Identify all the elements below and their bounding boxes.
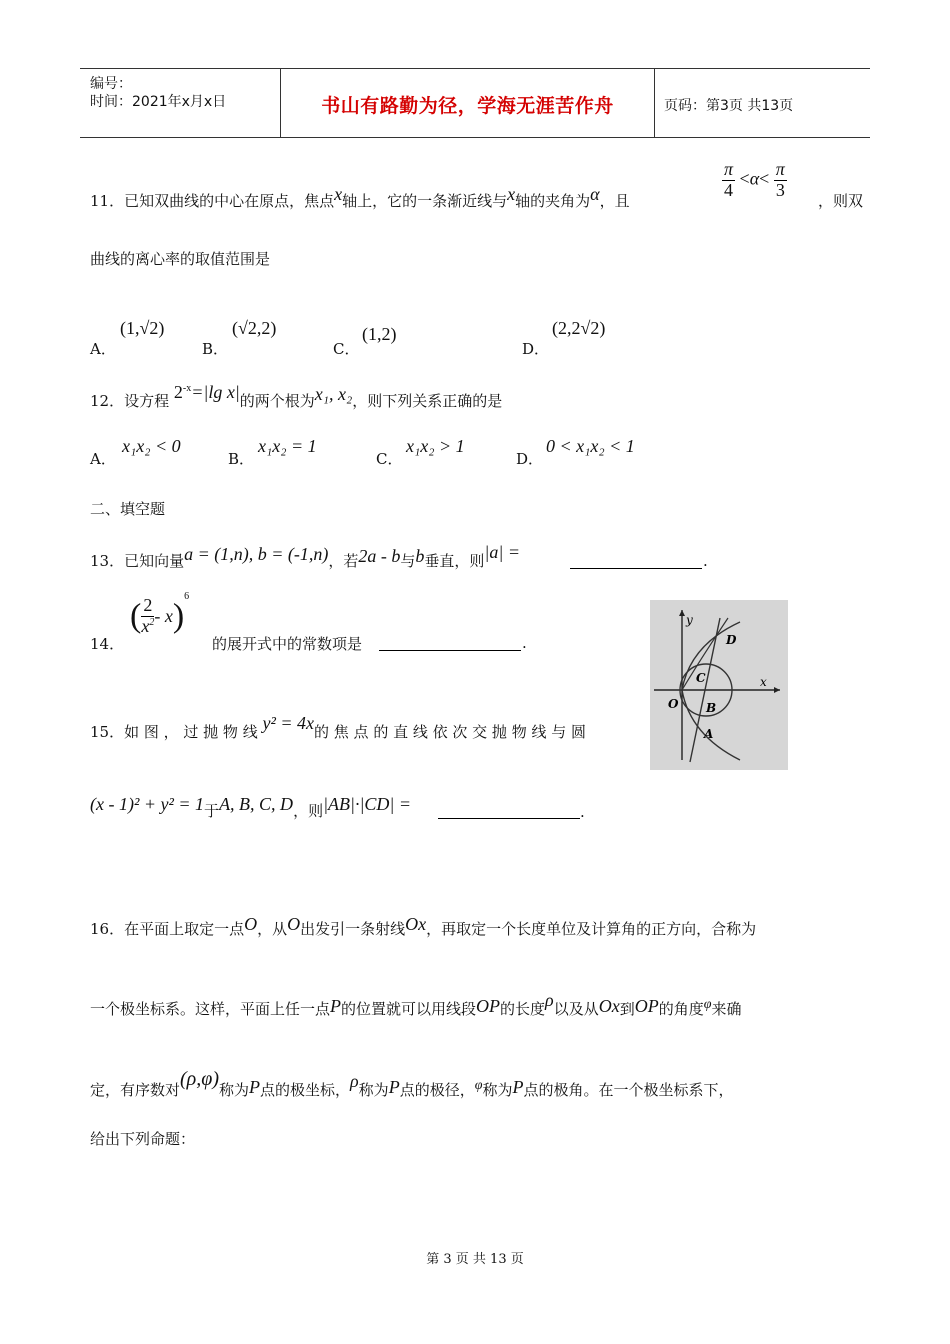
q14-number: 14． (90, 635, 125, 653)
q11-var-x2: x (507, 184, 516, 204)
label-c: C (696, 671, 706, 685)
label-x: x (760, 675, 767, 689)
q15-text1: 如 图 ， 过 抛 物 线 (124, 723, 258, 741)
q16-OP: OP (476, 996, 501, 1016)
header-left-cell (80, 69, 280, 137)
q13-vectors: a = (1,n), b = (-1,n) (184, 544, 329, 564)
q16-P4: P (512, 1077, 524, 1097)
q14-expression: ( $\frac{2}{x^2}$ - x)$^6$ (130, 591, 190, 636)
q13-line (90, 542, 520, 571)
q16-pair: (ρ,φ) (180, 1068, 219, 1090)
q13-text2: ，若 (328, 552, 359, 570)
motto: 书山有路勤为径，学海无涯苦作舟 (321, 95, 614, 117)
label-y: y (686, 613, 693, 627)
page-header (80, 68, 870, 138)
q12-text2: 的两个根为 (239, 392, 315, 410)
q16-phi2: φ (474, 1078, 483, 1093)
label-d: D (726, 633, 737, 647)
q11-line1 (90, 184, 630, 211)
q16-P3: P (388, 1077, 400, 1097)
page-footer: 第 3 页 共 13 页 (426, 1252, 524, 1267)
q16-P2: P (249, 1077, 261, 1097)
q13-answer-blank[interactable] (570, 568, 702, 569)
q11-number: 11． (90, 192, 125, 210)
q15-text2: 的 焦 点 的 直 线 依 次 交 抛 物 线 与 圆 (314, 723, 587, 741)
q13-abs: |a| = (484, 542, 520, 562)
q13-number: 13． (90, 552, 125, 570)
q15-answer-blank[interactable] (438, 818, 580, 819)
q16-O2: O (287, 914, 301, 934)
q12-optA-label: A． (90, 450, 116, 468)
q12-optC: x₁x₂ > 1 (406, 436, 465, 456)
q15-parabola: y² = 4x (262, 713, 315, 733)
q12-roots: x₁, x₂ (314, 384, 353, 404)
q12-line1 (90, 382, 503, 411)
q15-end: . (580, 803, 585, 821)
q11-optD-label: D． (522, 340, 550, 358)
q12-optD-label: D． (516, 450, 544, 468)
q12-equation: $2^{-x}=|\lg$ x| (173, 382, 240, 402)
page-label: 页码：第3页 共13页 (664, 98, 794, 114)
q16-number: 16． (90, 920, 125, 938)
q16-line2: 一个极坐标系。这样，平面上任一点P的位置就可以用线段OP的长度ρ以及从Ox到OP的角度φ来确 (90, 990, 742, 1018)
q14-fraction: $\frac{2}{x^2}$ (141, 595, 155, 636)
q11-optA: (1,√2) (120, 318, 165, 338)
q11-var-x: x (334, 184, 343, 204)
q12-optB: x₁x₂ = 1 (258, 436, 317, 456)
label-a: A (704, 727, 714, 741)
q15-expr: |AB|·|CD| = (323, 794, 412, 814)
q11-line2: 曲线的离心率的取值范围是 (90, 250, 271, 268)
q11-optB-label: B． (202, 340, 229, 358)
q16-line3: 定，有序数对(ρ,φ)称为P点的极坐标，ρ称为P点的极径，φ称为P点的极角。在一个极坐标系下， (90, 1068, 734, 1099)
q13-expr: 2a - b (358, 546, 401, 566)
q15-text3: 于 (204, 802, 220, 820)
q16-line1: 16．在平面上取定一点O，从O出发引一条射线Ox，再取定一个长度单位及计算角的正方向，合称为 (90, 914, 757, 938)
q15-text4: ，则 (293, 802, 324, 820)
q16-OP2: OP (634, 996, 659, 1016)
header-right-cell (654, 69, 870, 137)
q11-optA-label: A． (90, 340, 116, 358)
q11-text4: ，且 (599, 192, 630, 210)
q11-optC: (1,2) (362, 324, 397, 344)
q11-text1: 已知双曲线的中心在原点，焦点 (124, 192, 335, 210)
q13-text4: 垂直，则 (424, 552, 485, 570)
q16-O: O (244, 914, 258, 934)
q11-frac-pi4: $\frac{\pi}{4}$ (724, 159, 734, 200)
q16-Ox2: Ox (598, 996, 620, 1016)
q12-number: 12． (90, 392, 125, 410)
q12-text1: 设方程 (124, 392, 170, 410)
label-o: O (668, 697, 679, 711)
label-b: B (706, 701, 717, 715)
q16-phi: φ (703, 997, 712, 1012)
q11-inequality: $\frac{\pi}{4}$ <α< $\frac{\pi}{3}$ (724, 159, 785, 200)
q11-optD: (2,2√2) (552, 318, 606, 338)
q15-line2 (90, 794, 412, 820)
time-label: 时间：2021年x月x日 (90, 94, 227, 110)
header-middle-cell (280, 69, 655, 137)
x-axis-arrow (774, 687, 780, 693)
q16-P: P (330, 996, 342, 1016)
q16-line4: 给出下列命题： (90, 1130, 196, 1148)
number-label: 编号： (90, 76, 132, 92)
q11-optC-label: C． (333, 340, 360, 358)
q11-optB: (√2,2) (232, 318, 277, 338)
q14-text: 的展开式中的常数项是 (212, 635, 363, 653)
q14-end: . (522, 634, 527, 652)
q12-optA: x₁x₂ < 0 (122, 436, 181, 456)
q11-alpha: α (590, 184, 600, 204)
q16-rho: ρ (545, 990, 554, 1010)
q12-optC-label: C． (376, 450, 403, 468)
q15-line1 (90, 713, 587, 742)
q12-text3: ，则下列关系正确的是 (352, 392, 503, 410)
q13-text1: 已知向量 (124, 552, 185, 570)
q12-optB-label: B． (228, 450, 255, 468)
q16-rho2: ρ (350, 1071, 359, 1091)
q11-frac-pi3: $\frac{\pi}{3}$ (775, 159, 785, 200)
q13-end: . (703, 552, 708, 570)
q13-text3: 与 (400, 552, 416, 570)
y-axis-arrow (679, 610, 685, 616)
q11-text3: 轴的夹角为 (515, 192, 591, 210)
q15-figure (650, 600, 788, 770)
q12-optD: 0 < x₁x₂ < 1 (546, 436, 635, 456)
q15-points: A, B, C, D (219, 794, 294, 814)
q14-answer-blank[interactable] (379, 650, 521, 651)
q11-text5: ，则双 (818, 192, 864, 210)
q15-number: 15． (90, 723, 125, 741)
section-title: 二、填空题 (90, 500, 166, 518)
parabola-circle-diagram (650, 600, 788, 770)
q15-circle: (x - 1)² + y² = 1 (90, 794, 205, 814)
q11-text2: 轴上，它的一条渐近线与 (342, 192, 508, 210)
q16-Ox: Ox (405, 914, 427, 934)
q13-b: b (415, 546, 425, 566)
